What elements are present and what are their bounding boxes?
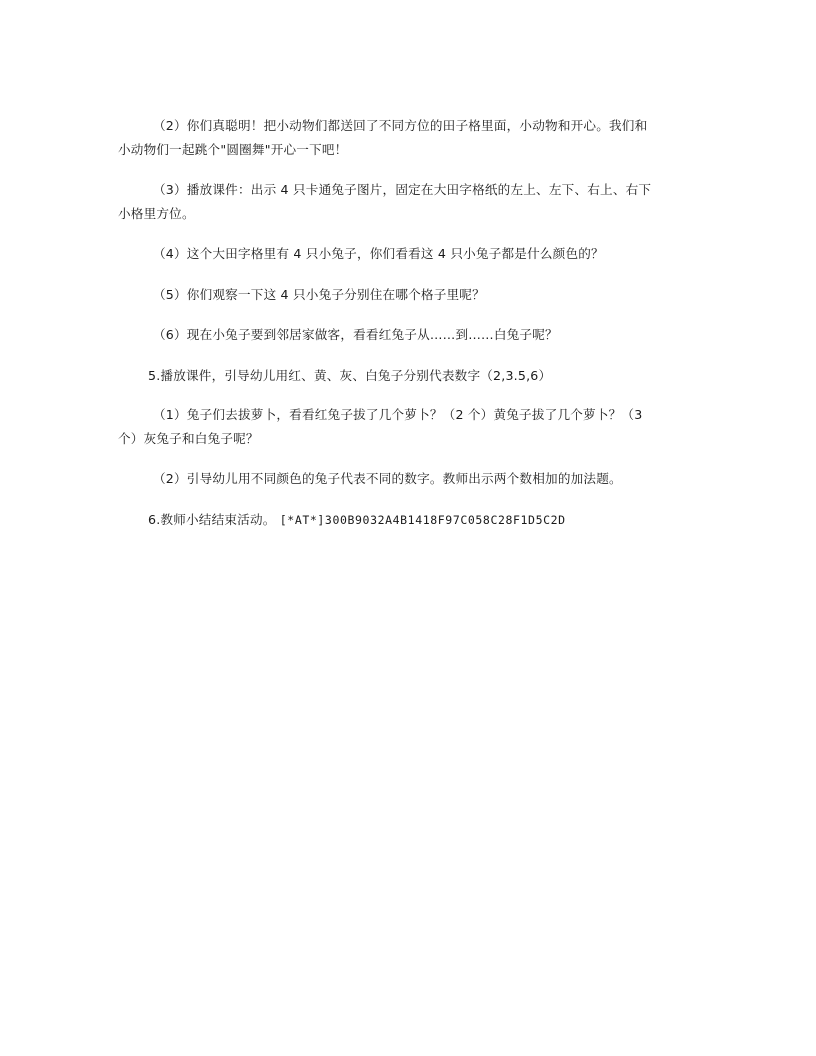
paragraph-step-1-carrots <box>118 403 696 451</box>
paragraph-step-6-visit <box>118 323 696 347</box>
text-line: 小格里方位。 <box>118 205 195 221</box>
paragraph-section-5 <box>118 364 696 388</box>
text-line <box>118 508 696 532</box>
text-line: 5.播放课件，引导幼儿用红、黄、灰、白兔子分别代表数字（2,3.5,6） <box>148 368 552 383</box>
text-line: （1）兔子们去拔萝卜，看看红兔子拔了几个萝卜？（2 个）黄兔子拔了几个萝卜？（3 <box>153 407 643 422</box>
text-line: （2）你们真聪明！把小动物们都送回了不同方位的田子格里面，小动物和开心。我们和 <box>153 118 648 133</box>
paragraph-step-2-dance <box>118 114 696 162</box>
text-line: （2）引导幼儿用不同颜色的兔子代表不同的数字。教师出示两个数相加的加法题。 <box>153 471 622 486</box>
paragraph-step-4-colors <box>118 242 696 266</box>
text-line: （4）这个大田字格里有 4 只小兔子，你们看看这 4 只小兔子都是什么颜色的？ <box>153 246 604 261</box>
paragraph-step-5-positions <box>118 283 696 307</box>
paragraph-step-3-courseware <box>118 178 696 226</box>
text-line: （3）播放课件：出示 4 只卡通兔子图片，固定在大田字格纸的左上、左下、右上、右下 <box>153 182 652 197</box>
document-id-code: [*AT*]300B9032A4B1418F97C058C28F1D5C2D <box>279 513 566 527</box>
text-line: 个）灰兔子和白兔子呢？ <box>118 430 259 446</box>
paragraph-step-2-addition <box>118 467 696 491</box>
section-6-text: 6.教师小结结束活动。 <box>148 512 276 527</box>
text-line: 小动物们一起跳个"圆圈舞"开心一下吧！ <box>118 141 348 157</box>
text-line: （6）现在小兔子要到邻居家做客，看看红兔子从……到……白兔子呢？ <box>153 327 558 342</box>
paragraph-section-6 <box>118 508 696 532</box>
text-line: （5）你们观察一下这 4 只小兔子分别住在哪个格子里呢？ <box>153 287 485 302</box>
